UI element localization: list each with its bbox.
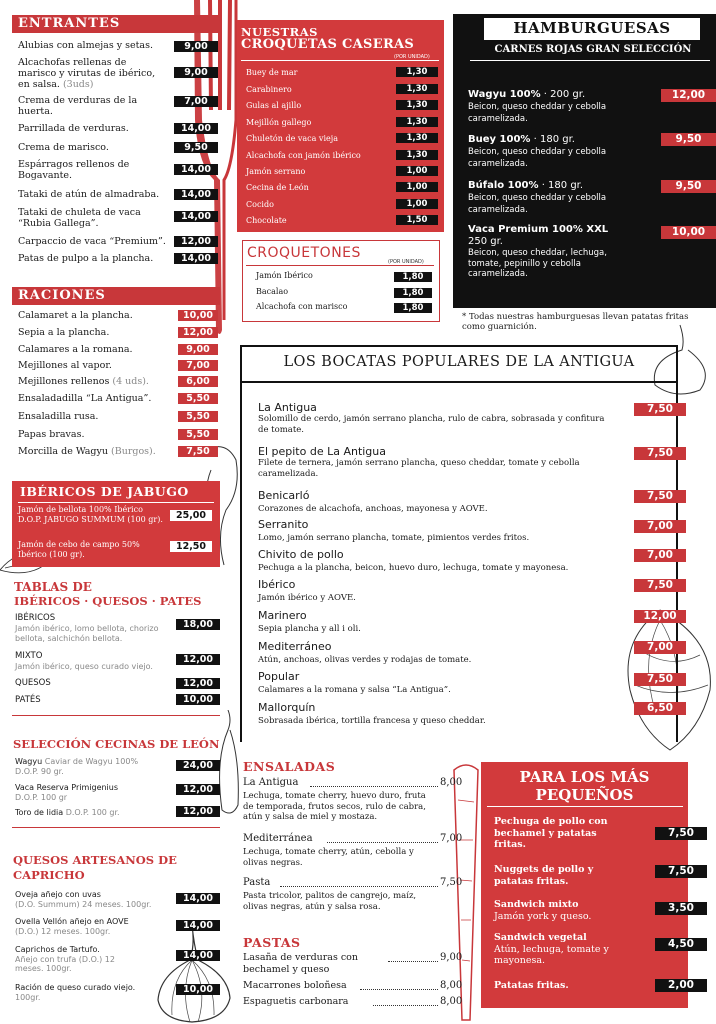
tablas-title-line2: IBÉRICOS · QUESOS · PATES [14,594,202,608]
menu-item-name: Alcachofas rellenas de marisco y virutas de ibérico, en salsa. [18,57,156,90]
menu-item-extra: (100 gr). [127,514,163,524]
bocata-label [258,446,628,479]
menu-item-price: 7,50 [440,877,463,888]
menu-item-price: 14,00 [176,950,220,961]
menu-item-extra: (4 uds). [112,376,149,387]
croqueta-label: Gulas al ajillo [246,101,302,110]
tablas-item-desc: Jamón ibérico, lomo bellota, chorizo bellota, salchichón bellota. [15,624,159,643]
menu-item-price: 1,30 [396,100,438,110]
menu-item-name: Mejillones rellenos [18,376,110,387]
menu-item-price: 9,50 [174,142,218,153]
ensalada-desc: Pasta tricolor, palitos de cangrejo, maíz, olivas negras, atún y salsa rosa. [243,891,417,912]
menu-item-price: 10,00 [176,694,220,705]
menu-item-price: 9,00 [174,67,218,78]
menu-item-name: Morcilla de Wagyu [18,446,108,457]
menu-item-price: 4,50 [655,938,707,951]
burger-desc: Beicon, queso cheddar y cebolla caramelizada. [468,147,607,169]
menu-item-label: Crema de marisco. [18,142,109,153]
bocata-label [258,702,628,727]
menu-item-price: 12,00 [661,89,716,102]
menu-item-price: 12,00 [634,610,686,623]
menu-item-price: 7,50 [655,827,707,840]
pastas-title: PASTAS [243,935,301,950]
burger-weight: · 180 gr. [533,134,575,145]
menu-item-price: 7,50 [634,490,686,503]
bocata-name: Chivito de pollo [258,548,344,561]
menu-item-price: 1,00 [396,182,438,192]
menu-item-price: 1,00 [396,199,438,209]
bocata-desc: Sobrasada ibérica, tortilla francesa y queso cheddar. [258,716,486,726]
menu-item-price: 2,00 [655,979,707,992]
menu-item-price: 7,00 [634,641,686,654]
kids-item-name: Sandwich vegetal [494,932,587,943]
menu-item-name: Toro de lidia [15,808,64,817]
kids-item-label: Nuggets de pollo y patatas fritas. [494,864,594,887]
cecinas-title: SELECCIÓN CECINAS DE LEÓN [13,737,220,751]
burger-label [468,180,658,216]
menu-item-desc: Caviar de Wagyu 100% D.O.P. 90 gr. [15,757,139,776]
menu-item-label: Ensaladilla rusa. [18,411,99,422]
menu-item-price: 12,00 [176,678,220,689]
kids-item-name: Sandwich mixto [494,899,579,910]
menu-item-label [15,783,160,802]
bocata-name: Ibérico [258,578,296,591]
bocata-desc: Filete de ternera, jamón serrano plancha, queso cheddar, tomate y cebolla caramelizada. [258,458,580,479]
bocata-label [258,610,628,635]
burger-name: Buey 100% [468,134,531,145]
kids-item-label: Pechuga de pollo con bechamel y patatas fritas. [494,816,608,850]
croquetas-divider [241,60,439,61]
menu-item-price: 1,80 [394,272,432,282]
tablas-item-desc: Jamón ibérico, queso curado viejo. [15,662,153,671]
menu-item-label: Sepia a la plancha. [18,327,110,338]
menu-item-price: 7,50 [634,447,686,460]
menu-item-price: 7,50 [655,865,707,878]
burger-desc: Beicon, queso cheddar y cebolla caramelizada. [468,102,607,124]
menu-item-price: 10,00 [661,226,716,239]
croqueta-label: Mejillón gallego [246,118,312,127]
quesos-title-line2: CAPRICHO [13,868,85,882]
bocata-name: El pepito de La Antigua [258,445,387,458]
croquetones-divider [246,265,434,266]
menu-item-desc: (D.O. Summum) 24 meses. 100gr. [15,899,152,909]
menu-item-price: 14,00 [176,920,220,931]
menu-item-label [15,757,160,776]
bocata-name: Popular [258,670,300,683]
burger-desc: Beicon, queso cheddar, lechuga, tomate, pepinillo y cebolla caramelizada. [468,248,607,279]
menu-item-price: 12,00 [176,784,220,795]
croquetas-title-line1: NUESTRAS [241,25,318,39]
croqueta-label: Carabinero [246,85,292,94]
menu-item-price: 8,00 [440,980,463,991]
menu-item-price: 14,00 [174,189,218,200]
bocata-desc: Pechuga a la plancha, beicon, huevo duro, lechuga, tomate y mayonesa. [258,563,569,573]
menu-item-price: 7,50 [634,579,686,592]
menu-item-price: 24,00 [176,760,220,771]
menu-item-price: 7,00 [178,360,218,371]
bocata-desc: Atún, anchoas, olivas verdes y rodajas de tomate. [258,655,472,665]
kids-item-label [494,932,634,967]
bocata-desc: Jamón ibérico y AOVE. [258,593,356,603]
dotted-leader [373,1005,438,1006]
kids-item-desc: Jamón york y queso. [494,910,592,922]
croqueta-label: Jamón serrano [246,167,306,176]
menu-item-price: 12,00 [178,327,218,338]
menu-item-label [15,808,160,818]
menu-item-price: 1,30 [396,150,438,160]
menu-item-label [18,505,168,524]
menu-item-price: 10,00 [176,984,220,995]
ensalada-desc: Lechuga, tomate cherry, huevo duro, fruta de temporada, frutos secos, rulo de cabra, atún y salsa de miel y mostaza. [243,791,426,822]
menu-item-desc: 100gr. [15,992,41,1002]
menu-item-price: 6,00 [178,376,218,387]
dotted-leader [388,961,438,962]
menu-item-price: 14,00 [176,893,220,904]
dotted-leader [360,989,438,990]
croquetas-unit: (POR UNIDAD) [394,54,430,60]
bocata-desc: Sepia plancha y all i oli. [258,624,361,634]
burger-weight: · 180 gr. [541,180,584,191]
croqueta-label: Chocolate [246,216,287,225]
menu-item-price: 1,00 [396,166,438,176]
bocata-name: Mediterráneo [258,640,332,653]
croquetones-title: CROQUETONES [247,245,361,261]
menu-item-price: 12,00 [176,654,220,665]
bocata-name: Marinero [258,609,307,622]
croqueta-label: Buey de mar [246,68,298,77]
menu-item-desc: D.O.P. 100 gr [15,792,68,802]
croqueta-label: Cocido [246,200,274,209]
dotted-leader [327,842,438,843]
kids-item-desc: Atún, lechuga, tomate y mayonesa. [494,943,609,966]
menu-item-label: Espárragos rellenos de Bogavante. [18,159,130,181]
menu-item-label: Tataki de atún de almadraba. [18,189,160,200]
menu-item-name: Wagyu [15,757,43,766]
burger-label [468,134,658,170]
cecinas-divider [12,827,220,828]
pequenos-title-line1: PARA LOS MÁS [519,768,650,786]
menu-item-name: Caprichos de Tartufo. [15,945,100,954]
menu-item-label [18,446,178,457]
menu-item-name: Jamón de cebo de campo 50% Ibérico [18,540,140,559]
ensalada-name: Mediterránea [243,833,313,844]
menu-item-price: 1,50 [396,215,438,225]
menu-item-label: Carpaccio de vaca “Premium”. [18,236,166,247]
menu-item-price: 12,50 [170,541,212,552]
menu-item-price: 12,00 [174,236,218,247]
hamburguesas-note: * Todas nuestras hamburguesas llevan patatas fritas como guarnición. [462,312,689,332]
ensalada-name: Pasta [243,877,271,888]
tablas-divider [12,715,220,716]
hamburguesas-title: HAMBURGUESAS [513,19,671,37]
menu-item-label [18,376,178,387]
ensalada-name: La Antigua [243,777,299,788]
menu-item-label: Mejillones al vapor. [18,360,112,371]
menu-item-label: Crema de verduras de la huerta. [18,95,138,117]
dotted-leader [280,886,438,887]
ibericos-title: IBÉRICOS DE JABUGO [20,484,189,499]
menu-item-name: Ovella Vellón añejo en AOVE [15,917,129,926]
bocata-desc: Lomo, jamón serrano plancha, tomate, pimientos verdes fritos. [258,533,530,543]
bocata-label [258,402,628,435]
menu-item-desc: Añejo con trufa (D.O.) 12 meses. 100gr. [15,954,115,973]
bocata-label [258,671,628,696]
burger-name: Búfalo 100% [468,180,539,191]
menu-item-desc: D.O.P. 100 gr. [65,808,120,817]
menu-item-label [18,57,163,90]
menu-item-price: 7,00 [440,833,463,844]
menu-item-label: Calamares a la romana. [18,344,133,355]
menu-item-price: 14,00 [174,123,218,134]
burger-name: Wagyu 100% [468,89,541,100]
menu-item-extra: (3uds) [62,79,94,90]
pasta-name: Espaguetis carbonara [243,996,349,1007]
croquetas-title-line2: CROQUETAS CASERAS [241,37,415,52]
menu-item-price: 12,00 [176,806,220,817]
menu-item-price: 1,30 [396,67,438,77]
menu-item-label: Papas bravas. [18,429,85,440]
menu-item-extra: (Burgos). [111,446,156,457]
burger-desc: Beicon, queso cheddar y cebolla caramelizada. [468,193,607,215]
pequenos-title-line2: PEQUEÑOS [535,786,634,804]
ensalada-desc: Lechuga, tomate cherry, atún, cebolla y olivas negras. [243,847,414,868]
bocata-label [258,519,628,544]
menu-item-price: 1,80 [394,303,432,313]
menu-item-price: 1,30 [396,117,438,127]
ibericos-divider [18,502,214,503]
menu-item-price: 14,00 [174,253,218,264]
menu-item-price: 9,50 [661,133,716,146]
burger-weight: · 200 gr. [543,89,586,100]
menu-item-price: 14,00 [174,211,218,222]
croqueton-label: Jamón Ibérico [256,271,313,280]
menu-item-price: 7,00 [634,549,686,562]
menu-item-price: 14,00 [174,164,218,175]
bocata-label [258,579,628,604]
quesos-title-line1: QUESOS ARTESANOS DE [13,853,177,867]
croqueton-label: Bacalao [256,287,289,296]
croqueta-label: Cecina de León [246,183,309,192]
pequenos-divider [487,806,683,807]
menu-item-label: Parrillada de verduras. [18,123,129,134]
pasta-name: Macarrones boloñesa [243,980,347,991]
dotted-leader [310,786,438,787]
menu-item-label: Patas de pulpo a la plancha. [18,253,154,264]
menu-item-price: 9,00 [178,344,218,355]
menu-item-price: 1,80 [394,288,432,298]
bocatas-divider [240,381,678,383]
menu-item-label [15,945,125,974]
menu-item-label: Calamaret a la plancha. [18,310,133,321]
menu-item-price: 7,50 [634,403,686,416]
tablas-title-line1: TABLAS DE [14,580,92,594]
menu-item-price: 7,50 [634,673,686,686]
menu-item-price: 25,00 [170,510,212,521]
bocata-name: Benicarló [258,489,310,502]
menu-item-price: 9,00 [440,952,463,963]
menu-item-desc: (D.O.) 12 meses. 100gr. [15,926,111,936]
menu-item-label: Ensaladadilla “La Antigua”. [18,393,152,404]
bocatas-title: LOS BOCATAS POPULARES DE LA ANTIGUA [283,354,635,370]
croqueton-label: Alcachofa con marisco [256,302,348,311]
menu-item-label [18,540,163,559]
menu-item-price: 7,00 [174,96,218,107]
bocata-desc: Calamares a la romana y salsa “La Antigua”. [258,685,451,695]
ensaladas-title: ENSALADAS [243,759,336,774]
hamburguesas-divider [470,60,710,61]
kids-item-label: Patatas fritas. [494,980,569,991]
tablas-item-name: IBÉRICOS [15,613,56,623]
menu-item-price: 1,30 [396,133,438,143]
tablas-item-name: PATÉS [15,695,41,705]
bocata-name: Mallorquín [258,701,316,714]
bocata-label [258,641,628,666]
menu-item-price: 8,00 [440,996,463,1007]
tablas-item-name: MIXTO [15,651,43,661]
menu-item-price: 5,50 [178,429,218,440]
menu-item-extra: (100 gr). [49,549,85,559]
croqueta-label: Alcachofa con jamón ibérico [246,151,361,160]
menu-item-label [15,890,165,909]
hamburguesas-subtitle: CARNES ROJAS GRAN SELECCIÓN [494,44,692,55]
raciones-title: RACIONES [12,287,220,305]
croqueta-label: Chuletón de vaca vieja [246,134,338,143]
menu-item-label [15,983,165,1002]
menu-item-label: Tataki de chuleta de vaca “Rubia Gallega”. [18,207,141,229]
pasta-name: Lasaña de verduras con bechamel y queso [243,952,388,975]
menu-item-price: 8,00 [440,777,463,788]
menu-item-price: 6,50 [634,702,686,715]
menu-item-name: Oveja añejo con uvas [15,890,101,899]
bocata-label [258,490,628,515]
menu-item-price: 10,00 [178,310,218,321]
menu-item-name: Ración de queso curado viejo. [15,983,136,992]
menu-item-price: 7,00 [634,520,686,533]
kids-item-label [494,899,634,922]
bocata-label [258,549,628,574]
menu-item-price: 5,50 [178,411,218,422]
tablas-item-name: QUESOS [15,678,51,688]
croquetones-unit: (POR UNIDAD) [388,259,424,265]
bocata-desc: Solomillo de cerdo, jamón serrano plancha, rulo de cabra, sobrasada y confitura de tomate. [258,414,605,435]
menu-item-price: 9,50 [661,180,716,193]
menu-item-price: 9,00 [174,41,218,52]
bocata-name: La Antigua [258,401,317,414]
burger-label [468,224,658,280]
entrantes-title: ENTRANTES [12,15,220,33]
burger-label [468,89,658,125]
menu-item-price: 5,50 [178,393,218,404]
bocata-name: Serranito [258,518,309,531]
menu-item-price: 3,50 [655,902,707,915]
menu-item-label: Alubias con almejas y setas. [18,40,153,51]
menu-item-name: Vaca Reserva Primigenius [15,783,119,792]
burger-weight: 250 gr. [468,236,503,247]
menu-item-name: Jamón de bellota 100% Ibérico D.O.P. JABUGO SUMMUM [18,505,143,524]
menu-item-price: 1,30 [396,84,438,94]
menu-item-label [15,917,165,936]
burger-name: Vaca Premium 100% XXL [468,224,609,235]
bocata-desc: Corazones de alcachofa, anchoas, mayonesa y AOVE. [258,504,488,514]
menu-item-price: 18,00 [176,619,220,630]
menu-item-price: 7,50 [178,446,218,457]
